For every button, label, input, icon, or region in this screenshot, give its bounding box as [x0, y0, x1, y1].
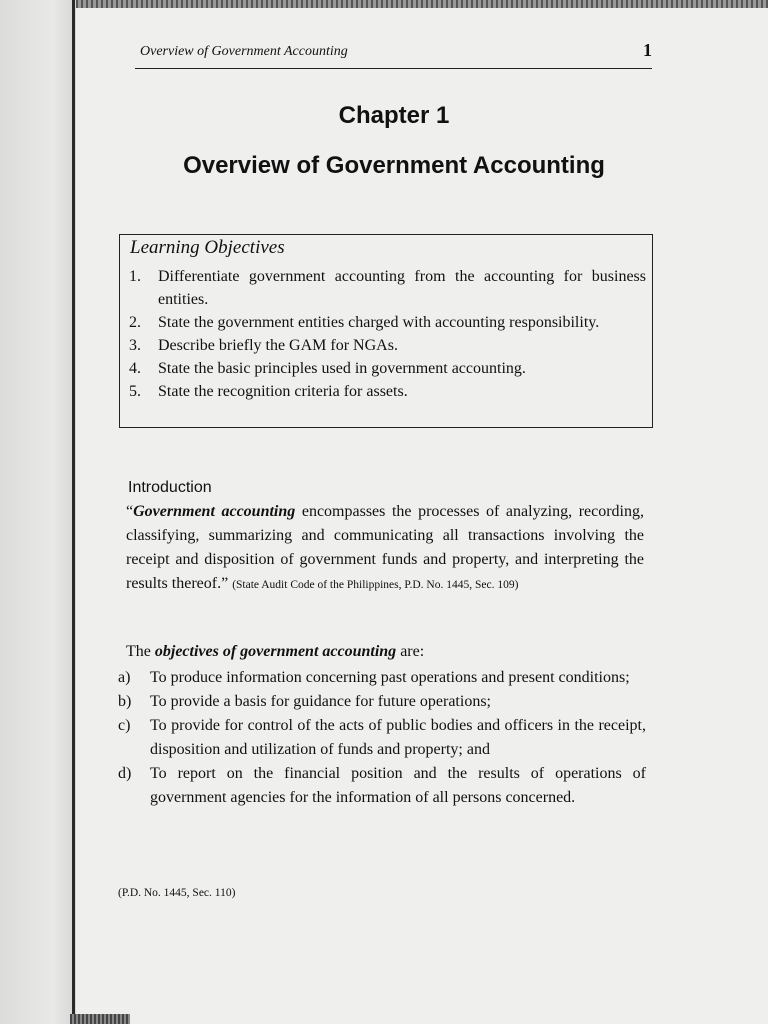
open-quote: “: [126, 503, 134, 520]
objective-marker: c): [118, 717, 131, 734]
learning-objective-number: 3.: [129, 337, 141, 354]
objectives-list: [118, 666, 646, 810]
learning-objective-item: [120, 265, 654, 311]
objective-item: [118, 714, 646, 762]
objectives-intro-prefix: The: [126, 643, 155, 660]
learning-objective-number: 5.: [129, 383, 141, 400]
objective-marker: a): [118, 669, 131, 686]
learning-objective-item: [120, 380, 654, 403]
objective-marker: d): [118, 765, 132, 782]
learning-objective-text: State the basic principles used in government accounting.: [158, 360, 526, 377]
introduction-paragraph: [126, 500, 644, 597]
objective-text: To produce information concerning past operations and present conditions;: [150, 669, 630, 686]
defined-term: Government accounting: [133, 503, 296, 520]
objective-item: [118, 690, 646, 714]
learning-objective-number: 2.: [129, 314, 141, 331]
learning-objective-item: [120, 334, 654, 357]
introduction-body: encompasses the processes of analyzing, recording, classifying, summarizing and communicating all transactions involving the receipt and disposition of government funds and property, and interpreting the results thereof.”: [126, 503, 645, 592]
objective-item: [118, 666, 646, 690]
running-head: [135, 40, 652, 69]
learning-objective-number: 4.: [129, 360, 141, 377]
learning-objective-item: [120, 311, 654, 334]
learning-objective-number: 1.: [129, 268, 141, 285]
introduction-heading: Introduction: [128, 479, 212, 496]
learning-objectives-list: [120, 265, 654, 403]
learning-objective-text: Describe briefly the GAM for NGAs.: [158, 337, 398, 354]
objective-item: [118, 762, 646, 810]
learning-objective-item: [120, 357, 654, 380]
objective-text: To report on the financial position and the results of operations of government agencies for the information of all persons concerned.: [150, 765, 646, 806]
scan-edge-top: [76, 0, 768, 8]
learning-objective-text: State the recognition criteria for assets.: [158, 383, 408, 400]
learning-objective-text: Differentiate government accounting from the accounting for business entities.: [158, 268, 646, 308]
learning-objective-text: State the government entities charged with accounting responsibility.: [158, 314, 600, 331]
objectives-intro-suffix: are:: [396, 643, 425, 660]
objective-marker: b): [118, 693, 132, 710]
objectives-intro-term: objectives of government accounting: [154, 643, 397, 660]
introduction-citation: (State Audit Code of the Philippines, P.D. No. 1445, Sec. 109): [232, 579, 519, 591]
page-number: 1: [643, 40, 652, 60]
running-head-title: Overview of Government Accounting: [140, 44, 348, 59]
chapter-title: Overview of Government Accounting: [183, 152, 605, 179]
learning-objectives-heading: Learning Objectives: [130, 237, 285, 258]
scan-edge-bottom: [70, 1014, 130, 1024]
objective-text: To provide for control of the acts of public bodies and officers in the receipt, disposition and utilization of funds and property; and: [150, 717, 646, 758]
objective-text: To provide a basis for guidance for future operations;: [150, 693, 491, 710]
chapter-label: Chapter 1: [338, 102, 450, 129]
objectives-citation: (P.D. No. 1445, Sec. 110): [118, 887, 236, 899]
objectives-intro: [126, 643, 424, 661]
learning-objectives-box: [119, 234, 653, 428]
